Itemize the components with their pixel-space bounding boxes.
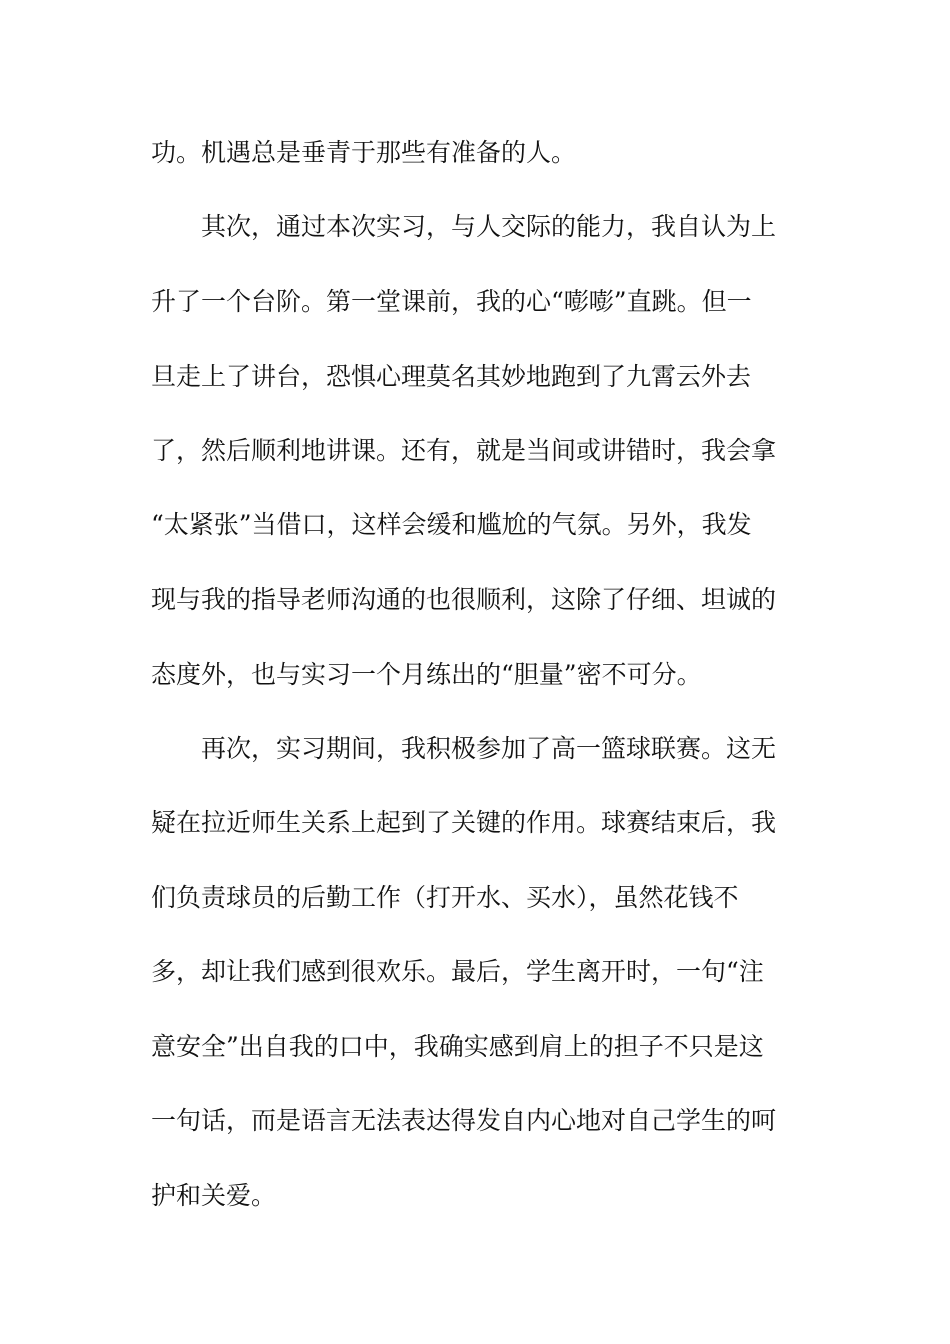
text-line: 功。机遇总是垂青于那些有准备的人。 bbox=[151, 138, 577, 167]
paragraph-start-line: 再次，实习期间，我积极参加了高一篮球联赛。这无 bbox=[201, 734, 777, 763]
text-line: 旦走上了讲台，恐惧心理莫名其妙地跑到了九霄云外去 bbox=[151, 362, 752, 391]
text-line: 多，却让我们感到很欢乐。最后，学生离开时，一句“注 bbox=[151, 957, 764, 986]
text-line: 疑在拉近师生关系上起到了关键的作用。球赛结束后，我 bbox=[151, 808, 777, 837]
text-line: 一句话，而是语言无法表达得发自内心地对自己学生的呵 bbox=[151, 1106, 777, 1135]
text-line: 了，然后顺利地讲课。还有，就是当间或讲错时，我会拿 bbox=[151, 436, 777, 465]
paragraph-start-line: 其次，通过本次实习，与人交际的能力，我自认为上 bbox=[201, 212, 777, 241]
text-line: 现与我的指导老师沟通的也很顺利，这除了仔细、坦诚的 bbox=[151, 585, 777, 614]
text-line: 态度外，也与实习一个月练出的“胆量”密不可分。 bbox=[151, 660, 702, 689]
text-line: 升了一个台阶。第一堂课前，我的心“嘭嘭”直跳。但一 bbox=[151, 287, 752, 316]
text-line: 们负责球员的后勤工作（打开水、买水），虽然花钱不 bbox=[151, 883, 739, 912]
text-line: “太紧张”当借口，这样会缓和尴尬的气氛。另外，我发 bbox=[151, 510, 752, 539]
text-line: 意安全”出自我的口中，我确实感到肩上的担子不只是这 bbox=[151, 1032, 764, 1061]
text-line: 护和关爱。 bbox=[151, 1181, 277, 1210]
